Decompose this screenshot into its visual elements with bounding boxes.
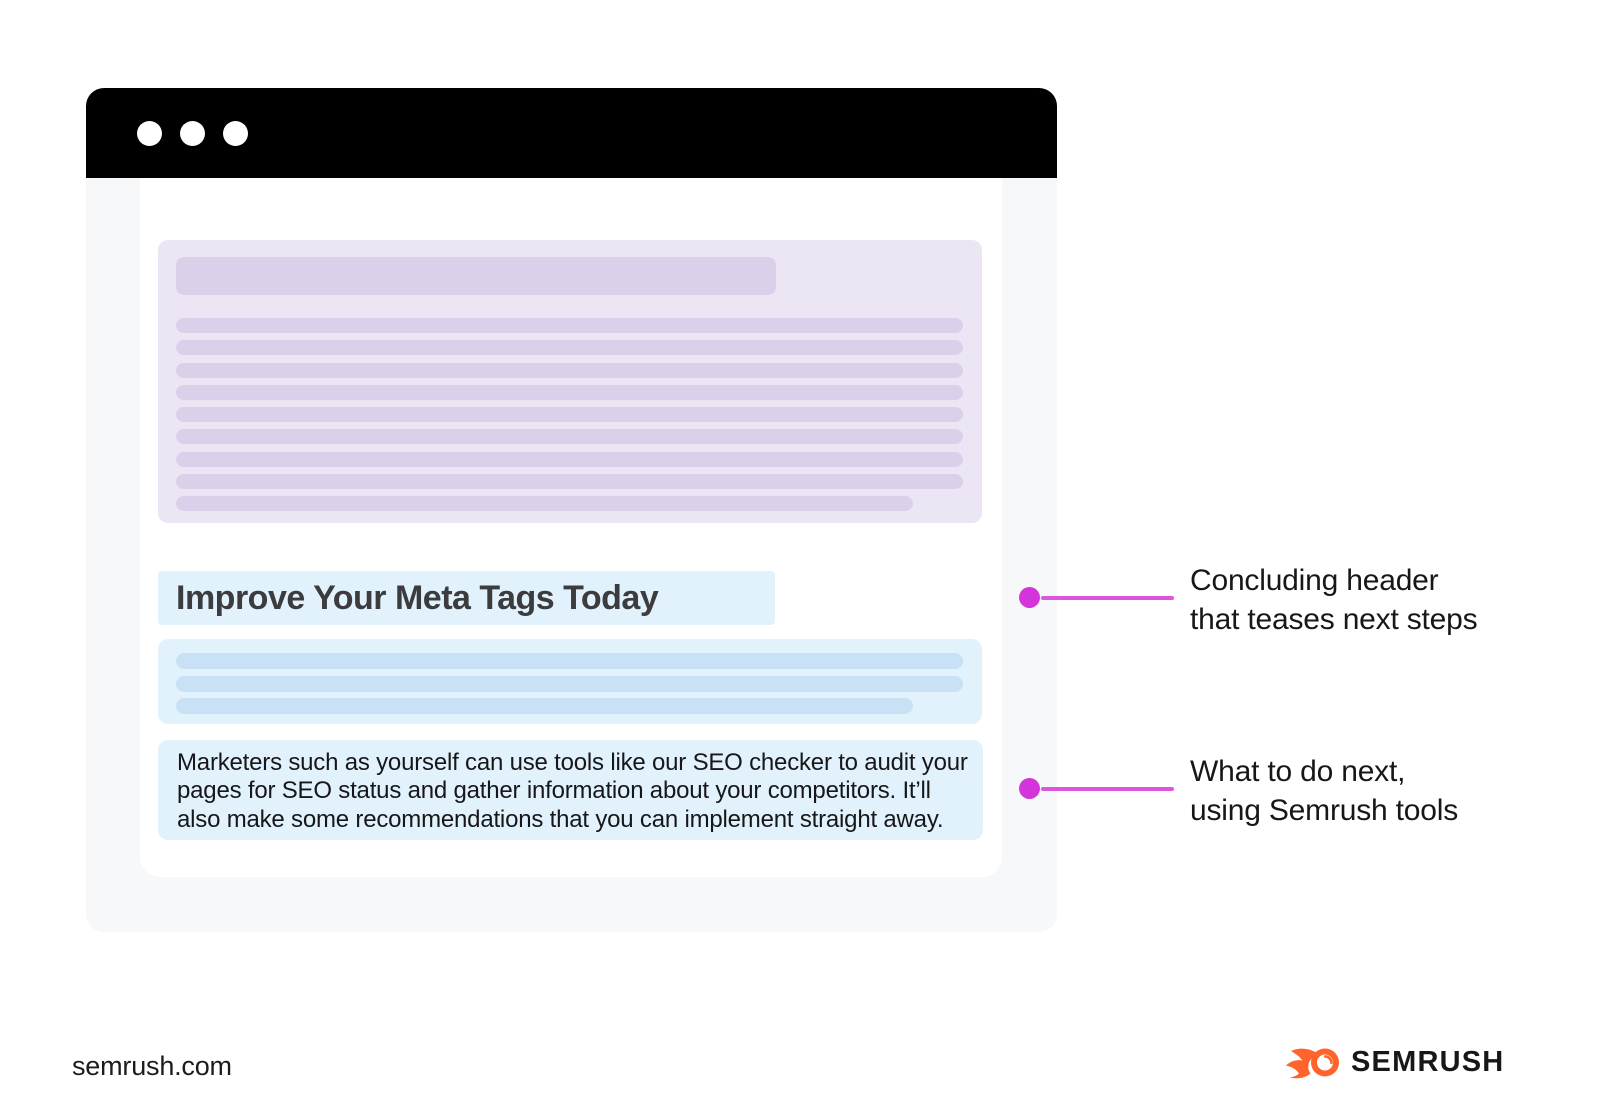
browser-window (86, 88, 1057, 932)
skeleton-text-line (176, 385, 963, 400)
skeleton-text-line (176, 452, 963, 467)
window-control-dot (137, 121, 162, 146)
semrush-flame-icon (1285, 1046, 1340, 1079)
paragraph-line: pages for SEO status and gather information about your competitors. It’ll (177, 777, 931, 805)
semrush-logo (1285, 1046, 1504, 1079)
skeleton-text-line (176, 429, 963, 444)
callout-connector-line (1041, 596, 1174, 600)
brand-name: SEMRUSH (1351, 1046, 1505, 1078)
callout-text-line: What to do next, (1190, 755, 1406, 788)
skeleton-text-line (176, 676, 963, 692)
skeleton-title-bar (176, 257, 776, 295)
window-control-dot (223, 121, 248, 146)
skeleton-text-line (176, 363, 963, 378)
window-control-dot (180, 121, 205, 146)
skeleton-next-steps-section (158, 639, 982, 724)
article-heading: Improve Your Meta Tags Today (176, 578, 659, 617)
skeleton-intro-section (158, 240, 982, 523)
browser-titlebar (86, 88, 1057, 178)
article-heading-highlight (158, 571, 775, 625)
callout-text-line: Concluding header (1190, 564, 1439, 597)
skeleton-text-line (176, 496, 913, 511)
browser-content (140, 178, 1002, 877)
skeleton-text-line (176, 698, 913, 714)
paragraph-line: Marketers such as yourself can use tools like our SEO checker to audit your (177, 749, 968, 776)
callout-text-line: that teases next steps (1190, 603, 1478, 636)
callout-dot (1019, 778, 1040, 799)
callout-what-to-do-next (1190, 752, 1458, 830)
callout-connector-line (1041, 787, 1174, 791)
skeleton-text-line (176, 407, 963, 422)
callout-concluding-header (1190, 561, 1477, 639)
callout-text-line: using Semrush tools (1190, 794, 1459, 827)
skeleton-text-line (176, 340, 963, 355)
paragraph-line: also make some recommendations that you can implement straight away. (177, 805, 944, 833)
skeleton-text-line (176, 474, 963, 489)
skeleton-text-line (176, 653, 963, 669)
website-url: semrush.com (72, 1051, 232, 1081)
callout-dot (1019, 587, 1040, 608)
article-paragraph-box (158, 740, 983, 840)
skeleton-text-line (176, 318, 963, 333)
